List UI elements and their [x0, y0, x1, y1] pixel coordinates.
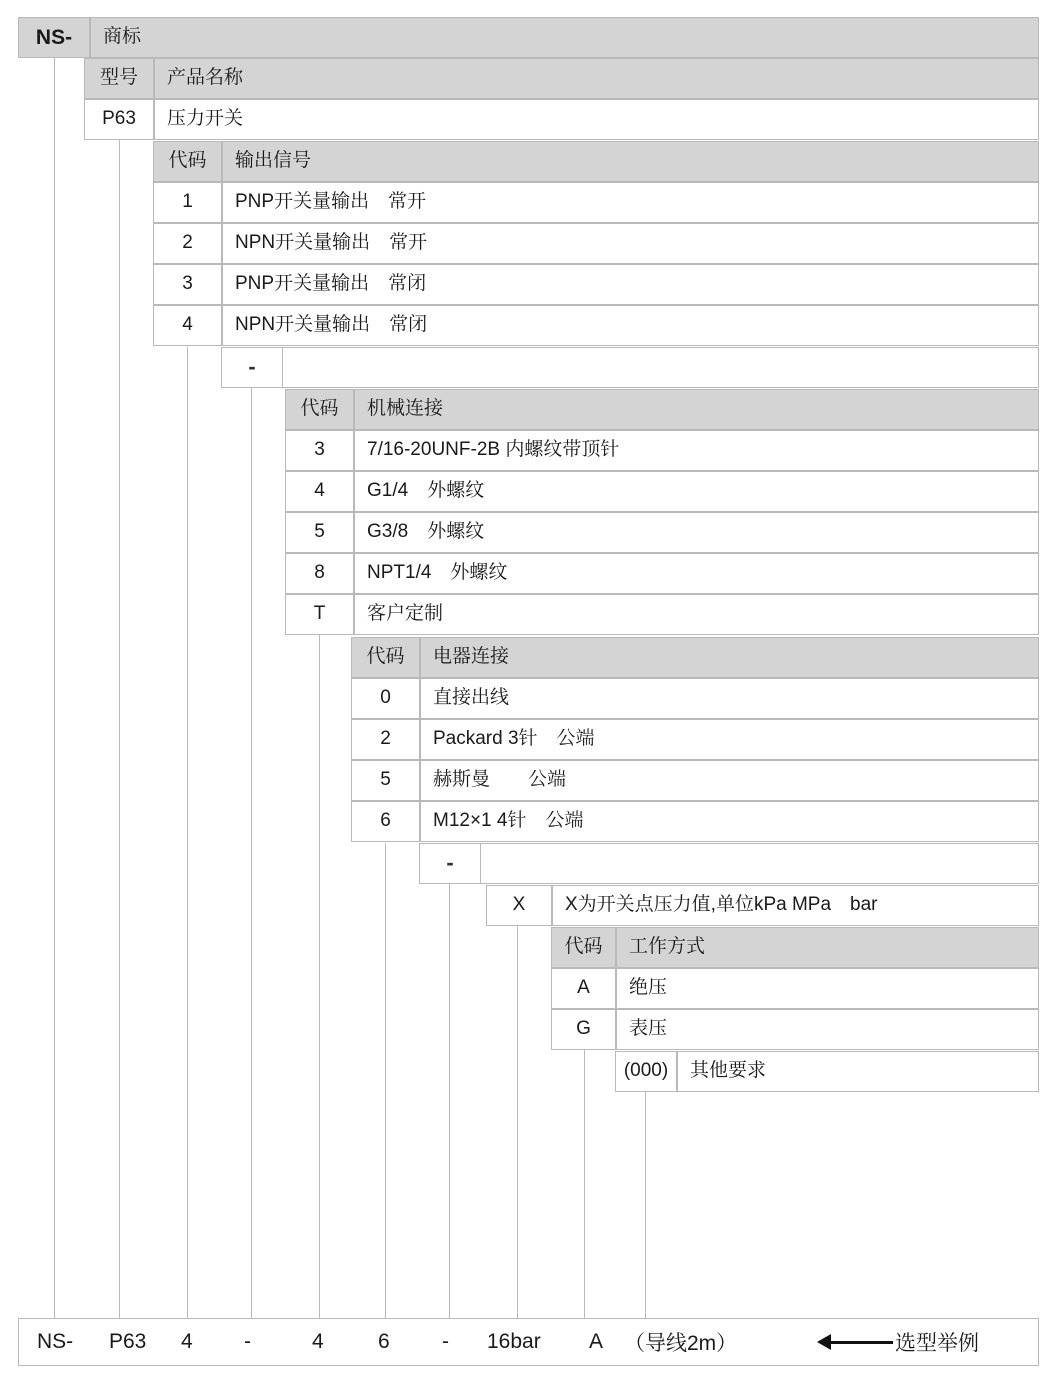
elec-row-1-code — [351, 678, 420, 719]
mode-row-1-code-label: A — [577, 977, 590, 999]
separator-dash-2-filler — [481, 843, 1039, 884]
output-row-4-label — [222, 305, 1039, 346]
mech-row-2-text: G1/4 外螺纹 — [367, 480, 485, 502]
example-part-other: （导线2m） — [624, 1332, 738, 1355]
mech-row-5-code-label: T — [313, 603, 326, 625]
pressure-desc-cell — [552, 885, 1039, 926]
mech-row-5-code — [285, 594, 354, 635]
elec-header-code-cell — [351, 637, 420, 678]
output-row-1-code — [153, 182, 222, 223]
mech-row-4-label — [354, 553, 1039, 594]
elec-row-1-code-label: 0 — [380, 687, 391, 709]
mech-row-5-label — [354, 594, 1039, 635]
mech-header-name-label: 机械连接 — [367, 398, 444, 420]
connector-line-brand — [54, 57, 55, 1318]
elec-row-1-text: 直接出线 — [433, 687, 510, 709]
output-row-4-code-label: 4 — [182, 314, 193, 336]
elec-row-2-code-label: 2 — [380, 728, 391, 750]
connector-line-elec — [385, 843, 386, 1318]
brand-name-cell — [90, 17, 1039, 58]
elec-row-3-text: 赫斯曼 公端 — [433, 769, 567, 791]
example-row — [18, 1318, 1039, 1366]
elec-row-3-label — [420, 760, 1039, 801]
output-row-1-text: PNP开关量输出 常开 — [235, 191, 427, 213]
brand-code-label: NS- — [35, 25, 73, 49]
elec-row-1-label — [420, 678, 1039, 719]
example-part-pressure: 16bar — [487, 1330, 541, 1353]
output-header-code-cell — [153, 141, 222, 182]
mech-row-1-text: 7/16-20UNF-2B 内螺纹带顶针 — [367, 439, 620, 461]
mode-header-name-label: 工作方式 — [629, 936, 706, 958]
separator-dash-1 — [221, 347, 283, 388]
example-part-brand: NS- — [37, 1330, 74, 1353]
elec-row-2-text: Packard 3针 公端 — [433, 728, 595, 750]
mech-row-3-text: G3/8 外螺纹 — [367, 521, 485, 543]
connector-line-dash1 — [251, 388, 252, 1318]
separator-dash-2-label: - — [446, 850, 454, 876]
mode-row-1-label — [616, 968, 1039, 1009]
example-part-dash1: - — [244, 1330, 251, 1353]
mech-row-3-label — [354, 512, 1039, 553]
example-part-elec: 6 — [378, 1330, 390, 1353]
elec-row-3-code-label: 5 — [380, 769, 391, 791]
output-row-2-code-label: 2 — [182, 232, 193, 254]
output-header-name-cell — [222, 141, 1039, 182]
output-row-3-label — [222, 264, 1039, 305]
elec-row-2-code — [351, 719, 420, 760]
example-part-mech: 4 — [312, 1330, 324, 1353]
mech-row-3-code-label: 5 — [314, 521, 325, 543]
elec-row-2-label — [420, 719, 1039, 760]
elec-row-4-code-label: 6 — [380, 810, 391, 832]
output-header-name-label: 输出信号 — [235, 150, 312, 172]
other-req-code-label: (000) — [623, 1060, 669, 1082]
mode-row-2-code — [551, 1009, 616, 1050]
model-row-name-label: 压力开关 — [167, 108, 244, 130]
example-part-output: 4 — [181, 1330, 193, 1353]
output-row-3-code-label: 3 — [182, 273, 193, 295]
mode-row-1-code — [551, 968, 616, 1009]
pressure-desc-label: X为开关点压力值,单位kPa MPa bar — [565, 894, 878, 916]
mech-row-2-code — [285, 471, 354, 512]
mech-header-code-label: 代码 — [300, 398, 339, 420]
mode-row-1-text: 绝压 — [629, 977, 668, 999]
mode-row-2-code-label: G — [576, 1018, 591, 1040]
connector-line-dash2 — [449, 884, 450, 1318]
mode-row-2-label — [616, 1009, 1039, 1050]
connector-line-mode — [584, 1050, 585, 1318]
mech-row-2-code-label: 4 — [314, 480, 325, 502]
output-header-code-label: 代码 — [168, 150, 207, 172]
mech-row-2-label — [354, 471, 1039, 512]
connector-line-mech — [319, 635, 320, 1318]
example-part-dash2: - — [442, 1330, 449, 1353]
elec-header-code-label: 代码 — [366, 646, 405, 668]
output-row-1-code-label: 1 — [182, 191, 193, 213]
output-row-2-text: NPN开关量输出 常开 — [235, 232, 428, 254]
mode-row-2-text: 表压 — [629, 1018, 668, 1040]
connector-line-other — [645, 1092, 646, 1318]
other-req-label-cell — [677, 1051, 1039, 1092]
separator-dash-1-label: - — [248, 354, 256, 380]
mode-header-name-cell — [616, 927, 1039, 968]
output-row-2-label — [222, 223, 1039, 264]
mech-row-4-code-label: 8 — [314, 562, 325, 584]
elec-header-name-label: 电器连接 — [433, 646, 510, 668]
left-arrow-head — [817, 1334, 831, 1350]
model-row-code-cell — [84, 99, 154, 140]
separator-dash-1-filler — [283, 347, 1039, 388]
elec-row-3-code — [351, 760, 420, 801]
connector-line-model — [119, 140, 120, 1318]
connector-line-pressure — [517, 926, 518, 1318]
mode-header-code-cell — [551, 927, 616, 968]
mech-row-1-code-label: 3 — [314, 439, 325, 461]
mech-row-5-text: 客户定制 — [367, 603, 444, 625]
model-header-name-label: 产品名称 — [167, 67, 244, 89]
example-note: 选型举例 — [895, 1332, 979, 1355]
pressure-code-label: X — [512, 894, 526, 916]
brand-name-label: 商标 — [103, 26, 142, 48]
output-row-4-text: NPN开关量输出 常闭 — [235, 314, 428, 336]
mech-row-3-code — [285, 512, 354, 553]
output-row-2-code — [153, 223, 222, 264]
elec-row-4-text: M12×1 4针 公端 — [433, 810, 584, 832]
mech-row-1-code — [285, 430, 354, 471]
mech-header-name-cell — [354, 389, 1039, 430]
model-row-code-label: P63 — [102, 108, 136, 130]
output-row-1-label — [222, 182, 1039, 223]
mode-header-code-label: 代码 — [564, 936, 603, 958]
model-header-code-label: 型号 — [99, 67, 138, 89]
other-req-code-cell — [615, 1051, 677, 1092]
model-header-code-cell — [84, 58, 154, 99]
connector-line-output — [187, 347, 188, 1318]
model-header-name-cell — [154, 58, 1039, 99]
model-row-name-cell — [154, 99, 1039, 140]
mech-header-code-cell — [285, 389, 354, 430]
output-row-4-code — [153, 305, 222, 346]
output-row-3-text: PNP开关量输出 常闭 — [235, 273, 427, 295]
example-part-mode: A — [589, 1330, 604, 1353]
left-arrow-icon — [817, 1334, 893, 1350]
brand-code-cell — [18, 17, 90, 58]
mech-row-4-text: NPT1/4 外螺纹 — [367, 562, 508, 584]
output-row-3-code — [153, 264, 222, 305]
elec-row-4-label — [420, 801, 1039, 842]
separator-dash-2 — [419, 843, 481, 884]
example-part-model: P63 — [109, 1330, 147, 1353]
mech-row-1-label — [354, 430, 1039, 471]
other-req-text: 其他要求 — [690, 1060, 767, 1082]
elec-header-name-cell — [420, 637, 1039, 678]
mech-row-4-code — [285, 553, 354, 594]
left-arrow-shaft — [831, 1341, 893, 1344]
elec-row-4-code — [351, 801, 420, 842]
pressure-code-cell — [486, 885, 552, 926]
